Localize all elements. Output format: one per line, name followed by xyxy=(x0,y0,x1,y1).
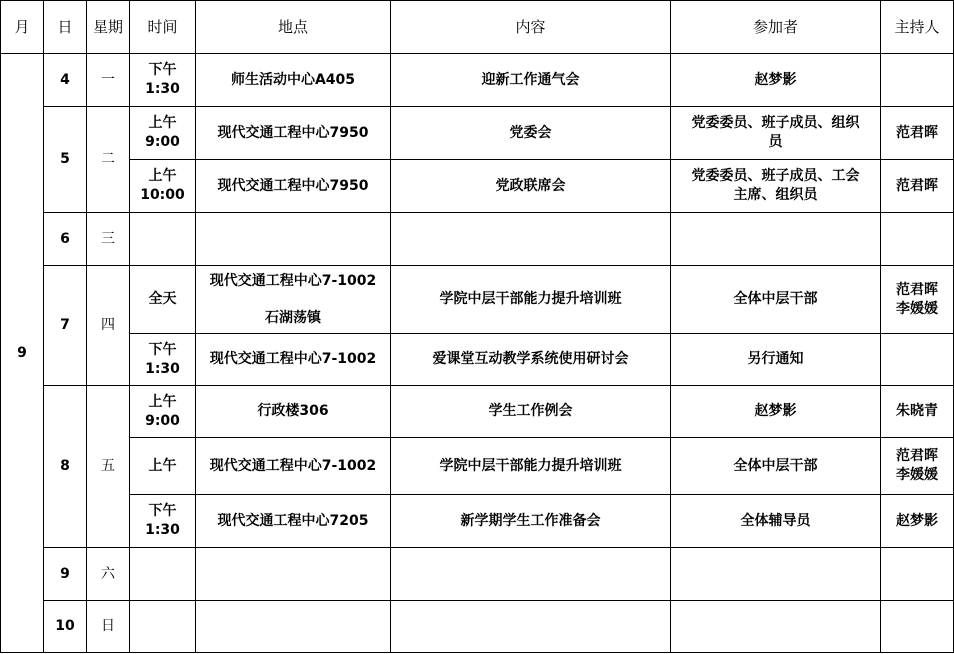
time-clock: 10:00 xyxy=(140,187,185,203)
participants-line: 主席、组织员 xyxy=(733,187,818,203)
day-cell: 4 xyxy=(44,54,87,107)
participants-cell xyxy=(671,601,881,653)
content-cell: 学院中层干部能力提升培训班 xyxy=(391,266,671,334)
location-cell: 师生活动中心A405 xyxy=(196,54,391,107)
location-cell: 现代交通工程中心7950 xyxy=(196,107,391,160)
time-period: 下午 xyxy=(148,62,177,78)
day-cell: 10 xyxy=(44,601,87,653)
participants-cell xyxy=(671,160,881,213)
day-cell: 9 xyxy=(44,548,87,601)
participants-cell xyxy=(671,213,881,266)
participants-cell: 赵梦影 xyxy=(671,54,881,107)
location-cell: 现代交通工程中心7205 xyxy=(196,495,391,548)
header-month: 月 xyxy=(1,1,44,54)
participants-line: 党委委员、班子成员、组织 xyxy=(691,115,860,131)
time-cell xyxy=(130,107,196,160)
participants-cell: 全体中层干部 xyxy=(671,266,881,334)
location-line: 现代交通工程中心7-1002 xyxy=(209,272,377,289)
header-row xyxy=(1,1,954,54)
time-cell xyxy=(130,386,196,438)
time-clock: 9:00 xyxy=(145,134,180,150)
weekday-cell: 四 xyxy=(87,266,130,386)
content-cell: 党委会 xyxy=(391,107,671,160)
weekday-cell: 五 xyxy=(87,386,130,548)
table-row xyxy=(1,213,954,266)
table-row xyxy=(1,386,954,438)
time-cell xyxy=(130,160,196,213)
content-cell: 学生工作例会 xyxy=(391,386,671,438)
time-period: 上午 xyxy=(148,115,177,131)
location-cell: 现代交通工程中心7-1002 xyxy=(196,334,391,386)
weekday-cell: 六 xyxy=(87,548,130,601)
time-cell xyxy=(130,213,196,266)
header-day: 日 xyxy=(44,1,87,54)
time-cell xyxy=(130,601,196,653)
weekday-cell: 二 xyxy=(87,107,130,213)
location-cell: 现代交通工程中心7950 xyxy=(196,160,391,213)
host-line: 范君晖 xyxy=(896,281,938,298)
participants-cell: 全体中层干部 xyxy=(671,438,881,495)
location-cell: 现代交通工程中心7-1002 xyxy=(196,438,391,495)
time-cell xyxy=(130,548,196,601)
header-location: 地点 xyxy=(196,1,391,54)
time-cell: 上午 xyxy=(130,438,196,495)
location-cell xyxy=(196,548,391,601)
location-cell: 行政楼306 xyxy=(196,386,391,438)
table-row xyxy=(1,495,954,548)
time-period: 上午 xyxy=(148,168,177,184)
content-cell xyxy=(391,601,671,653)
participants-line: 员 xyxy=(768,134,783,150)
host-cell xyxy=(881,438,954,495)
time-cell: 全天 xyxy=(130,266,196,334)
time-period: 上午 xyxy=(148,393,177,410)
host-cell: 赵梦影 xyxy=(881,495,954,548)
time-cell xyxy=(130,54,196,107)
day-cell: 5 xyxy=(44,107,87,213)
host-cell xyxy=(881,548,954,601)
time-clock: 9:00 xyxy=(145,412,180,429)
table-row xyxy=(1,54,954,107)
table-row xyxy=(1,160,954,213)
host-cell xyxy=(881,601,954,653)
table-row xyxy=(1,548,954,601)
host-cell: 朱晓青 xyxy=(881,386,954,438)
time-cell xyxy=(130,334,196,386)
participants-line: 党委委员、班子成员、工会 xyxy=(691,168,860,184)
participants-cell xyxy=(671,107,881,160)
table-row xyxy=(1,334,954,386)
host-cell xyxy=(881,334,954,386)
location-line: 石湖荡镇 xyxy=(265,309,321,326)
participants-cell xyxy=(671,548,881,601)
host-cell xyxy=(881,213,954,266)
table-row xyxy=(1,438,954,495)
day-cell: 6 xyxy=(44,213,87,266)
host-line: 范君晖 xyxy=(896,448,938,464)
table-row xyxy=(1,266,954,334)
table-row xyxy=(1,107,954,160)
month-cell: 9 xyxy=(1,54,44,653)
content-cell: 爱课堂互动教学系统使用研讨会 xyxy=(391,334,671,386)
header-time: 时间 xyxy=(130,1,196,54)
participants-cell: 赵梦影 xyxy=(671,386,881,438)
weekday-cell: 三 xyxy=(87,213,130,266)
header-participants: 参加者 xyxy=(671,1,881,54)
location-cell xyxy=(196,266,391,334)
content-cell: 学院中层干部能力提升培训班 xyxy=(391,438,671,495)
time-period: 下午 xyxy=(148,341,177,358)
content-cell xyxy=(391,548,671,601)
participants-cell: 全体辅导员 xyxy=(671,495,881,548)
time-clock: 1:30 xyxy=(145,522,180,538)
host-cell: 范君晖 xyxy=(881,160,954,213)
host-cell: 范君晖 xyxy=(881,107,954,160)
participants-cell: 另行通知 xyxy=(671,334,881,386)
day-cell: 7 xyxy=(44,266,87,386)
host-line: 李媛媛 xyxy=(896,467,938,483)
location-cell xyxy=(196,213,391,266)
content-cell: 新学期学生工作准备会 xyxy=(391,495,671,548)
weekday-cell: 日 xyxy=(87,601,130,653)
time-cell xyxy=(130,495,196,548)
host-cell xyxy=(881,54,954,107)
content-cell: 党政联席会 xyxy=(391,160,671,213)
host-cell xyxy=(881,266,954,334)
weekday-cell: 一 xyxy=(87,54,130,107)
table-row xyxy=(1,601,954,653)
time-clock: 1:30 xyxy=(145,81,180,97)
time-clock: 1:30 xyxy=(145,360,180,377)
day-cell: 8 xyxy=(44,386,87,548)
host-line: 李媛媛 xyxy=(896,300,938,317)
header-weekday: 星期 xyxy=(87,1,130,54)
header-host: 主持人 xyxy=(881,1,954,54)
location-cell xyxy=(196,601,391,653)
content-cell: 迎新工作通气会 xyxy=(391,54,671,107)
time-period: 下午 xyxy=(148,503,177,519)
content-cell xyxy=(391,213,671,266)
header-content: 内容 xyxy=(391,1,671,54)
